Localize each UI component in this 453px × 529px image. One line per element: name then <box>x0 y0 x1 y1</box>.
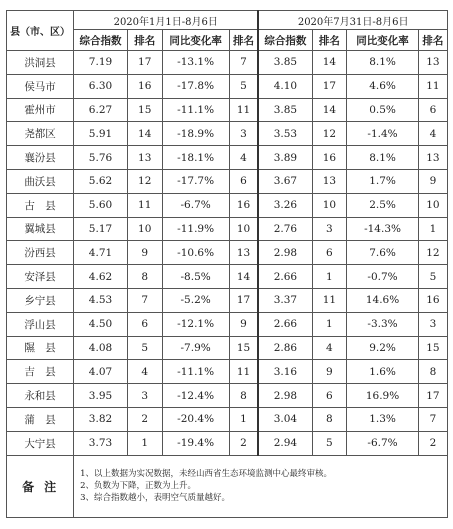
value-cell: 9 <box>127 241 162 265</box>
county-name-cell: 霍州市 <box>7 98 74 122</box>
value-cell: -1.4% <box>347 122 419 146</box>
value-cell: 4.71 <box>74 241 128 265</box>
value-cell: 17 <box>312 74 347 98</box>
value-cell: 12 <box>127 169 162 193</box>
value-cell: 0.5% <box>347 98 419 122</box>
value-cell: 10 <box>418 193 447 217</box>
value-cell: 16 <box>229 193 258 217</box>
value-cell: 16 <box>418 288 447 312</box>
value-cell: 6 <box>312 384 347 408</box>
note-line: 2、负数为下降，正数为上升。 <box>80 481 197 492</box>
table-row <box>7 384 448 408</box>
value-cell: 11 <box>127 193 162 217</box>
table-row <box>7 431 448 455</box>
value-cell: 2.98 <box>258 241 312 265</box>
county-name-cell: 翼城县 <box>7 217 74 241</box>
value-cell: 12 <box>312 122 347 146</box>
value-cell: 11 <box>312 288 347 312</box>
value-cell: 17 <box>418 384 447 408</box>
county-name-cell: 大宁县 <box>7 431 74 455</box>
col-header: 排名 <box>229 30 258 51</box>
value-cell: 4.6% <box>347 74 419 98</box>
value-cell: 15 <box>127 98 162 122</box>
table-row <box>7 98 448 122</box>
value-cell: 13 <box>229 241 258 265</box>
value-cell: 2.76 <box>258 217 312 241</box>
value-cell: 4.10 <box>258 74 312 98</box>
value-cell: -12.4% <box>162 384 229 408</box>
county-name-cell: 浮山县 <box>7 312 74 336</box>
value-cell: 13 <box>418 146 447 170</box>
value-cell: 4.50 <box>74 312 128 336</box>
value-cell: 9 <box>312 360 347 384</box>
value-cell: 10 <box>229 217 258 241</box>
value-cell: -18.9% <box>162 122 229 146</box>
value-cell: 16.9% <box>347 384 419 408</box>
value-cell: 3.73 <box>74 431 128 455</box>
value-cell: -11.1% <box>162 98 229 122</box>
value-cell: 15 <box>229 336 258 360</box>
county-name-cell: 隰 县 <box>7 336 74 360</box>
value-cell: 3.89 <box>258 146 312 170</box>
value-cell: 13 <box>312 169 347 193</box>
value-cell: 15 <box>418 336 447 360</box>
value-cell: 12 <box>418 241 447 265</box>
value-cell: 3.26 <box>258 193 312 217</box>
value-cell: 3.82 <box>74 407 128 431</box>
value-cell: 1.3% <box>347 407 419 431</box>
value-cell: 1 <box>312 312 347 336</box>
col-header: 排名 <box>127 30 162 51</box>
table-row <box>7 217 448 241</box>
value-cell: -5.2% <box>162 288 229 312</box>
value-cell: 1 <box>229 407 258 431</box>
value-cell: 2.86 <box>258 336 312 360</box>
value-cell: 3 <box>229 122 258 146</box>
value-cell: 5 <box>418 265 447 289</box>
table-container <box>6 10 448 518</box>
value-cell: 6 <box>418 98 447 122</box>
value-cell: -20.4% <box>162 407 229 431</box>
value-cell: -14.3% <box>347 217 419 241</box>
value-cell: 2.94 <box>258 431 312 455</box>
county-name-cell: 曲沃县 <box>7 169 74 193</box>
value-cell: 17 <box>229 288 258 312</box>
col-header: 同比变化率 <box>347 30 419 51</box>
col-header: 排名 <box>418 30 447 51</box>
col-header: 同比变化率 <box>162 30 229 51</box>
period1-header: 2020年1月1日-8月6日 <box>74 11 259 30</box>
table-row <box>7 146 448 170</box>
value-cell: 4.08 <box>74 336 128 360</box>
value-cell: 3.16 <box>258 360 312 384</box>
table-row <box>7 312 448 336</box>
note-line: 1、以上数据为实况数据，未经山西省生态环境监测中心最终审核。 <box>80 469 333 480</box>
notes-label: 备注 <box>7 455 74 517</box>
air-quality-table <box>6 10 448 518</box>
value-cell: 3.85 <box>258 98 312 122</box>
value-cell: 1 <box>418 217 447 241</box>
value-cell: 3.67 <box>258 169 312 193</box>
value-cell: -11.9% <box>162 217 229 241</box>
value-cell: -18.1% <box>162 146 229 170</box>
value-cell: 8.1% <box>347 51 419 75</box>
value-cell: 3 <box>127 384 162 408</box>
value-cell: 14 <box>229 265 258 289</box>
value-cell: 16 <box>127 74 162 98</box>
value-cell: -19.4% <box>162 431 229 455</box>
value-cell: 16 <box>312 146 347 170</box>
table-row <box>7 241 448 265</box>
value-cell: 8 <box>418 360 447 384</box>
value-cell: 17 <box>127 51 162 75</box>
value-cell: 5.60 <box>74 193 128 217</box>
value-cell: 9 <box>229 312 258 336</box>
value-cell: 6 <box>127 312 162 336</box>
value-cell: 6.30 <box>74 74 128 98</box>
value-cell: 2 <box>418 431 447 455</box>
county-name-cell: 永和县 <box>7 384 74 408</box>
value-cell: 6 <box>312 241 347 265</box>
value-cell: 6 <box>229 169 258 193</box>
value-cell: 10 <box>127 217 162 241</box>
value-cell: 4.07 <box>74 360 128 384</box>
value-cell: 7 <box>229 51 258 75</box>
value-cell: 14 <box>312 51 347 75</box>
notes-row <box>7 455 448 517</box>
value-cell: 13 <box>418 51 447 75</box>
value-cell: -10.6% <box>162 241 229 265</box>
value-cell: 4.62 <box>74 265 128 289</box>
value-cell: 3.95 <box>74 384 128 408</box>
value-cell: 5 <box>127 336 162 360</box>
table-row <box>7 169 448 193</box>
value-cell: 1.7% <box>347 169 419 193</box>
county-name-cell: 襄汾县 <box>7 146 74 170</box>
value-cell: 7 <box>127 288 162 312</box>
value-cell: 1.6% <box>347 360 419 384</box>
value-cell: 8 <box>312 407 347 431</box>
value-cell: -13.1% <box>162 51 229 75</box>
value-cell: 13 <box>127 146 162 170</box>
value-cell: 1 <box>312 265 347 289</box>
value-cell: 2.98 <box>258 384 312 408</box>
value-cell: 14.6% <box>347 288 419 312</box>
table-row <box>7 122 448 146</box>
table-row <box>7 193 448 217</box>
period2-header: 2020年7月31日-8月6日 <box>258 11 447 30</box>
value-cell: -17.7% <box>162 169 229 193</box>
value-cell: 3.04 <box>258 407 312 431</box>
value-cell: -11.1% <box>162 360 229 384</box>
value-cell: 5 <box>229 74 258 98</box>
value-cell: 8.1% <box>347 146 419 170</box>
value-cell: 5.62 <box>74 169 128 193</box>
table-row <box>7 265 448 289</box>
table-row <box>7 74 448 98</box>
value-cell: 11 <box>229 360 258 384</box>
table-row <box>7 360 448 384</box>
value-cell: 5.91 <box>74 122 128 146</box>
county-name-cell: 侯马市 <box>7 74 74 98</box>
value-cell: 4 <box>312 336 347 360</box>
value-cell: 11 <box>229 98 258 122</box>
value-cell: -7.9% <box>162 336 229 360</box>
county-header: 县（市、区） <box>7 11 74 51</box>
value-cell: 5.17 <box>74 217 128 241</box>
value-cell: 4 <box>229 146 258 170</box>
value-cell: -6.7% <box>347 431 419 455</box>
value-cell: 3 <box>312 217 347 241</box>
value-cell: 4.53 <box>74 288 128 312</box>
value-cell: 3.53 <box>258 122 312 146</box>
county-name-cell: 古 县 <box>7 193 74 217</box>
value-cell: 2.66 <box>258 265 312 289</box>
value-cell: -17.8% <box>162 74 229 98</box>
table-row <box>7 407 448 431</box>
value-cell: 14 <box>127 122 162 146</box>
header-row-periods <box>7 11 448 30</box>
table-row <box>7 51 448 75</box>
value-cell: 4 <box>418 122 447 146</box>
value-cell: 7 <box>418 407 447 431</box>
col-header: 排名 <box>312 30 347 51</box>
value-cell: 5 <box>312 431 347 455</box>
value-cell: -0.7% <box>347 265 419 289</box>
notes-text <box>74 455 448 517</box>
value-cell: 3 <box>418 312 447 336</box>
value-cell: 7.6% <box>347 241 419 265</box>
county-name-cell: 汾西县 <box>7 241 74 265</box>
value-cell: 8 <box>127 265 162 289</box>
value-cell: -3.3% <box>347 312 419 336</box>
value-cell: -8.5% <box>162 265 229 289</box>
value-cell: 2.66 <box>258 312 312 336</box>
county-name-cell: 蒲 县 <box>7 407 74 431</box>
value-cell: 5.76 <box>74 146 128 170</box>
value-cell: 1 <box>127 431 162 455</box>
county-name-cell: 尧都区 <box>7 122 74 146</box>
value-cell: 2 <box>127 407 162 431</box>
note-line: 3、综合指数越小，表明空气质量越好。 <box>80 493 231 504</box>
value-cell: 3.85 <box>258 51 312 75</box>
col-header: 综合指数 <box>258 30 312 51</box>
value-cell: -6.7% <box>162 193 229 217</box>
value-cell: 7.19 <box>74 51 128 75</box>
county-name-cell: 安泽县 <box>7 265 74 289</box>
value-cell: 6.27 <box>74 98 128 122</box>
value-cell: -12.1% <box>162 312 229 336</box>
county-name-cell: 洪洞县 <box>7 51 74 75</box>
county-name-cell: 乡宁县 <box>7 288 74 312</box>
value-cell: 4 <box>127 360 162 384</box>
value-cell: 11 <box>418 74 447 98</box>
value-cell: 8 <box>229 384 258 408</box>
value-cell: 14 <box>312 98 347 122</box>
table-row <box>7 336 448 360</box>
county-name-cell: 吉 县 <box>7 360 74 384</box>
value-cell: 2.5% <box>347 193 419 217</box>
value-cell: 2 <box>229 431 258 455</box>
value-cell: 9 <box>418 169 447 193</box>
col-header: 综合指数 <box>74 30 128 51</box>
value-cell: 9.2% <box>347 336 419 360</box>
value-cell: 10 <box>312 193 347 217</box>
table-row <box>7 288 448 312</box>
value-cell: 3.37 <box>258 288 312 312</box>
